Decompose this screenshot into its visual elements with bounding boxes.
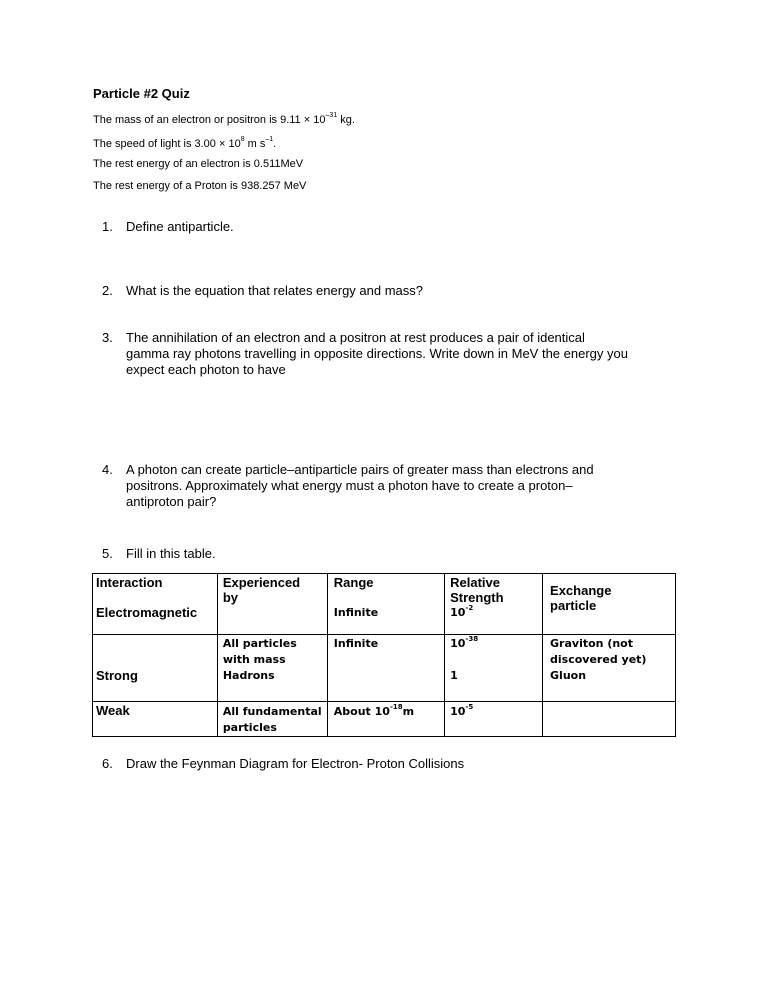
question-text: What is the equation that relates energy and mass? — [126, 283, 424, 298]
header-relative-strength: Relative Strength — [450, 575, 504, 605]
strong-strength: 1 — [450, 669, 458, 682]
weak-experienced-by: All fundamental particles — [222, 705, 322, 734]
em-range: Infinite — [333, 606, 379, 619]
header-interaction-cell — [93, 574, 218, 635]
quiz-title: Particle #2 Quiz — [93, 86, 190, 101]
given-electron-rest-energy: The rest energy of an electron is 0.511MeV — [93, 158, 304, 170]
row-label-strong: Strong — [96, 668, 138, 683]
question-text: Fill in this table. — [126, 546, 216, 561]
header-exchange-particle: Exchange particle — [550, 583, 612, 613]
weak-range: About $10^{-18}m$ — [333, 703, 415, 718]
question-6 — [102, 756, 682, 772]
question-text: Define antiparticle. — [126, 219, 234, 234]
question-number: 1. — [102, 219, 113, 234]
strong-exchange-particle: Gluon — [550, 669, 587, 682]
header-exchange-cell — [543, 574, 676, 635]
strong-label-cell — [93, 635, 218, 702]
grav-strength: $10^{-38}$ — [450, 635, 479, 650]
weak-strength-cell — [445, 702, 543, 737]
forces-table — [92, 573, 676, 737]
question-5 — [102, 546, 682, 562]
row-label-electromagnetic: Electromagnetic — [96, 605, 198, 620]
row-label-weak: Weak — [96, 703, 130, 718]
question-text: Draw the Feynman Diagram for Electron- Proton Collisions — [126, 756, 465, 771]
grav-experienced-by: All particles with mass — [222, 637, 297, 666]
grav-exchange-particle: Graviton (not discovered yet) — [550, 637, 647, 666]
grav-range: Infinite — [333, 637, 379, 650]
question-number: 6. — [102, 756, 113, 771]
question-4 — [102, 462, 702, 510]
grav-strong-strength-cell — [445, 635, 543, 702]
header-range: Range — [333, 575, 374, 590]
header-range-cell — [327, 574, 444, 635]
strong-experienced-by: Hadrons — [222, 669, 275, 682]
weak-range-cell — [327, 702, 444, 737]
question-text: The annihilation of an electron and a positron at rest produces a pair of identical gamma ray photons travelling in opposite directions. Write down in MeV the energy you expect each photon to have — [126, 330, 628, 377]
question-number: 5. — [102, 546, 113, 561]
header-experienced-cell — [217, 574, 327, 635]
question-text: A photon can create particle–antiparticle pairs of greater mass than electrons and positrons. Approximately what energy must a photon have to create a proton– antiproton pair? — [126, 462, 594, 509]
given-electron-mass: The mass of an electron or positron is $9.11 \times 10^{-31}$ kg. — [93, 112, 355, 126]
grav-range-cell — [327, 635, 444, 702]
header-strength-cell — [445, 574, 543, 635]
header-experienced-by: Experienced by — [222, 575, 301, 605]
given-proton-rest-energy: The rest energy of a Proton is 938.257 MeV — [93, 180, 307, 192]
question-number: 2. — [102, 283, 113, 298]
weak-experienced-cell — [217, 702, 327, 737]
em-strength: $10^{-2}$ — [450, 604, 474, 619]
question-3 — [102, 330, 702, 378]
grav-strong-exchange-cell — [543, 635, 676, 702]
question-number: 4. — [102, 462, 113, 477]
given-speed-of-light: The speed of light is $3.00 \times 10^8$ m $s^{-1}$. — [93, 136, 277, 150]
question-2 — [102, 283, 682, 299]
question-number: 3. — [102, 330, 113, 345]
header-interaction: Interaction — [96, 575, 163, 590]
weak-label-cell — [93, 702, 218, 737]
grav-strong-experienced-cell — [217, 635, 327, 702]
weak-strength: $10^{-5}$ — [450, 703, 474, 718]
question-1 — [102, 219, 682, 235]
weak-exchange-cell — [543, 702, 676, 737]
